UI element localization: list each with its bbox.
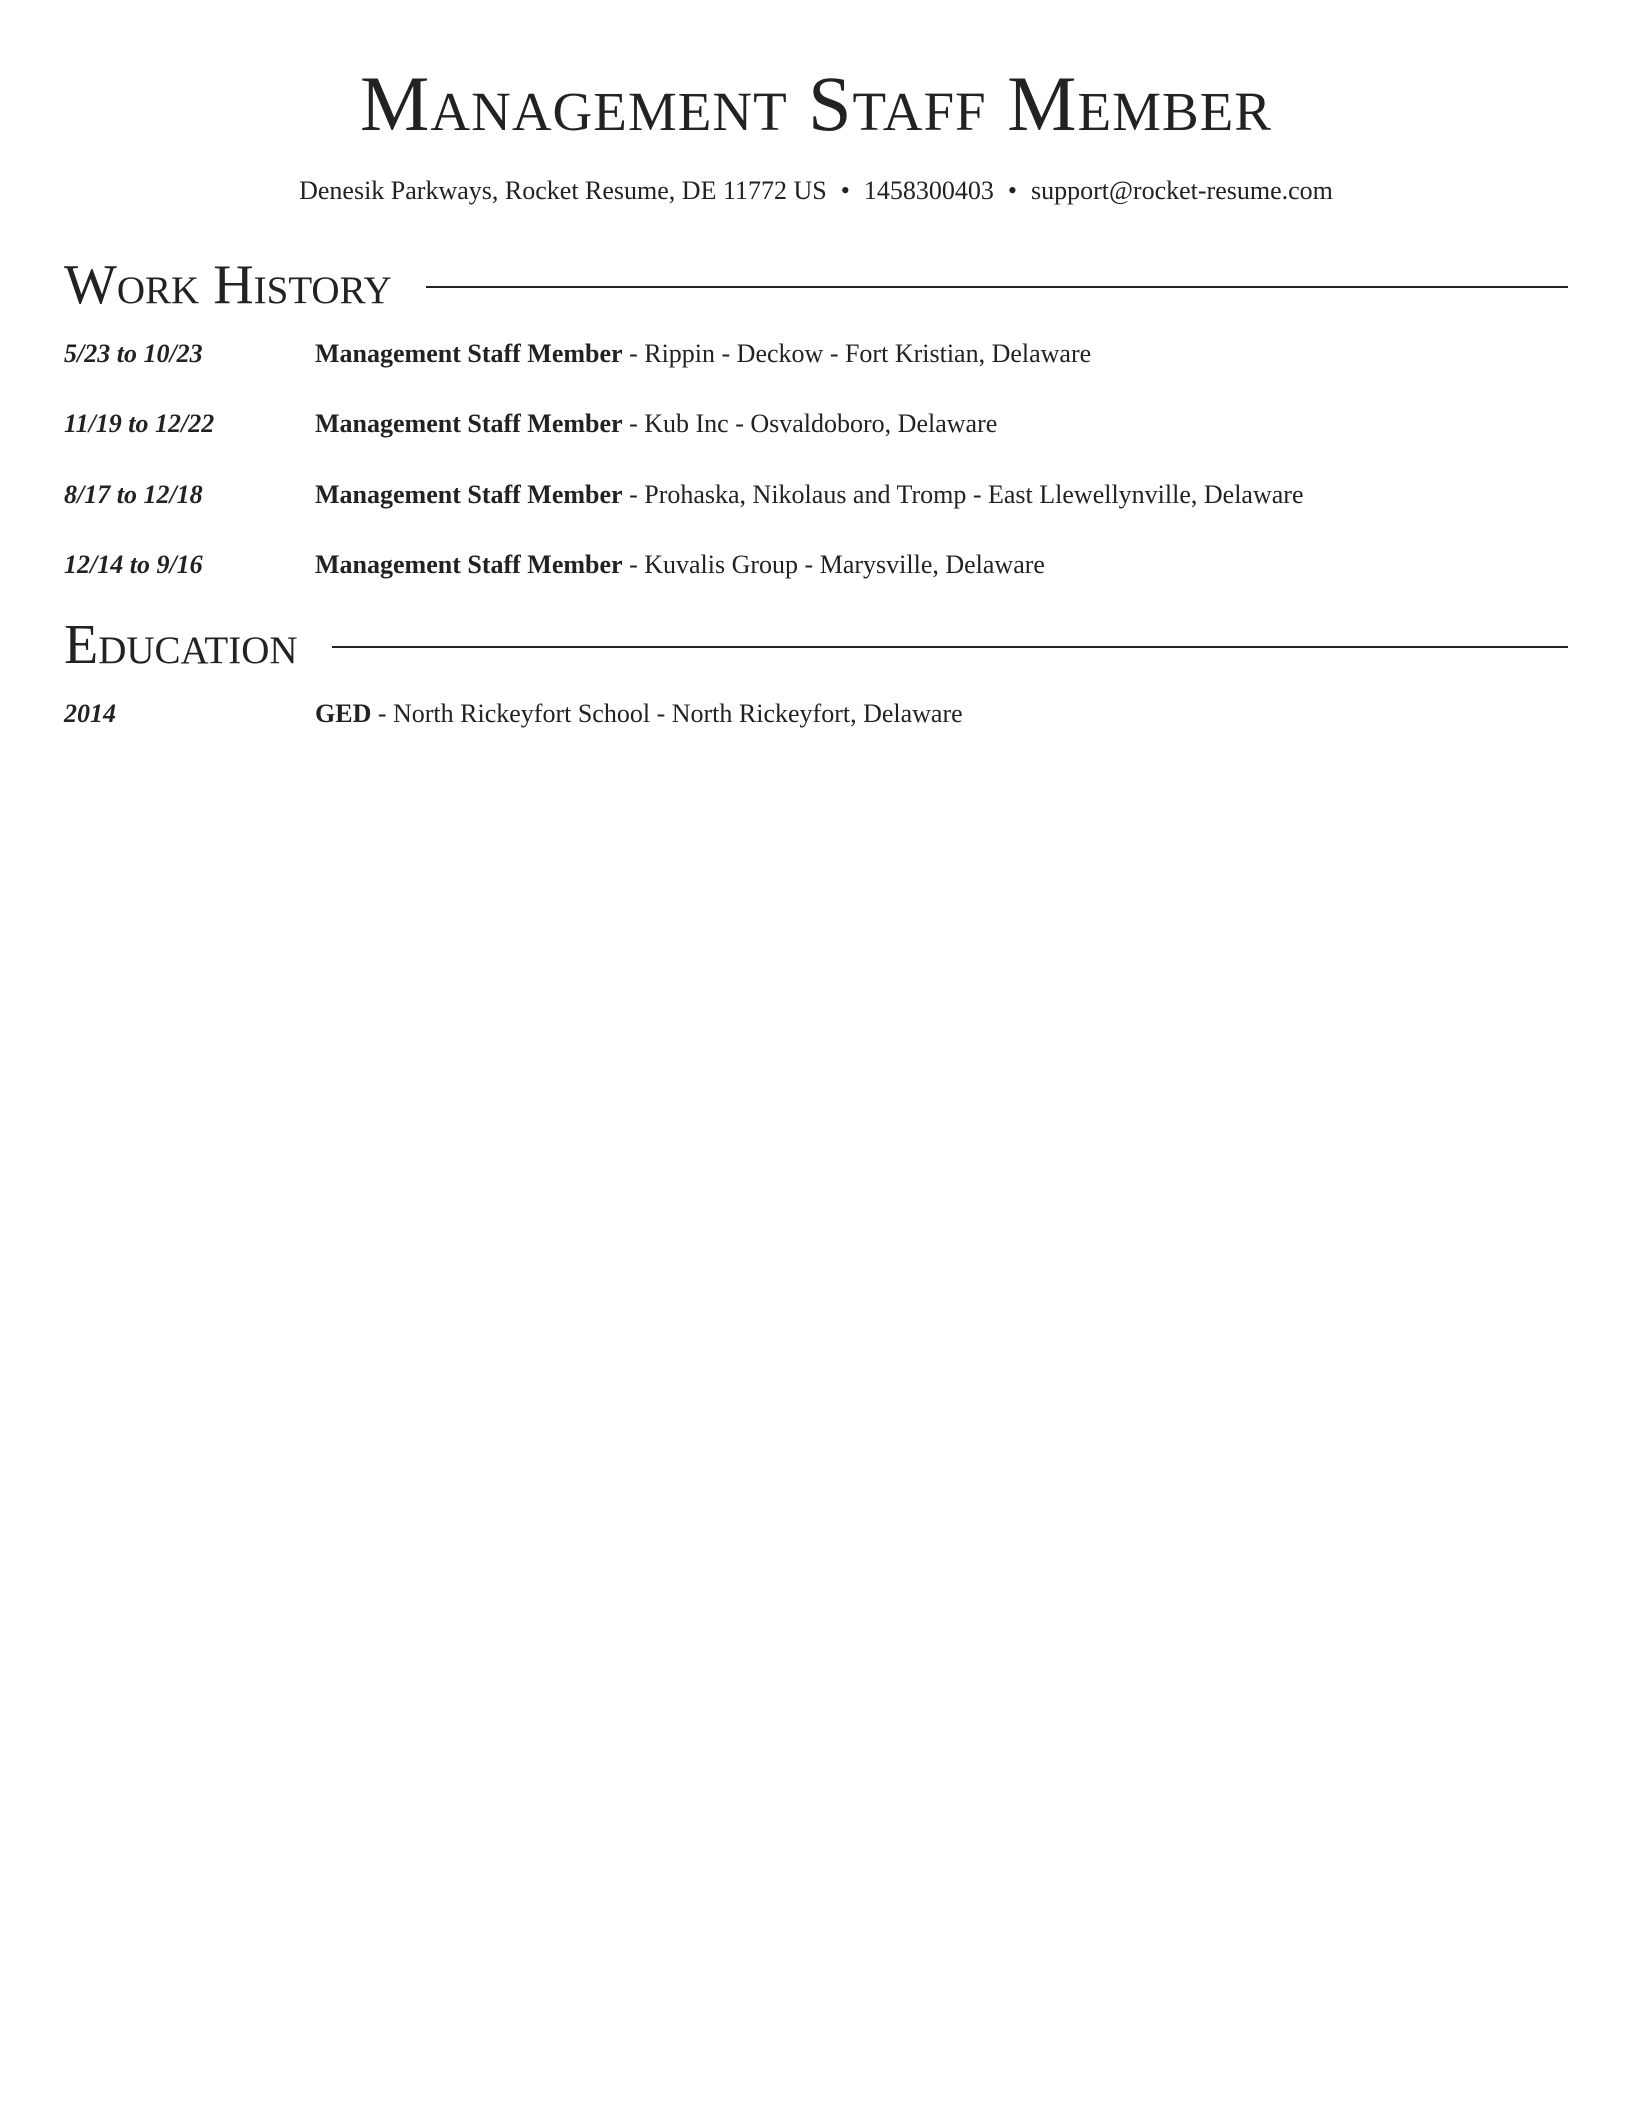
contact-phone: 1458300403 <box>863 176 994 205</box>
work-entry-details: - Prohaska, Nikolaus and Tromp - East Llewellynville, Delaware <box>622 480 1304 509</box>
work-entry-dates: 5/23 to 10/23 <box>64 339 203 368</box>
work-entry-role: Management Staff Member <box>315 409 623 438</box>
work-entry-role: Management Staff Member <box>315 480 623 509</box>
contact-separator: • <box>1007 176 1017 205</box>
education-entry-degree: GED <box>315 699 372 728</box>
work-entry-description <box>315 479 1304 511</box>
contact-line <box>0 175 1632 207</box>
work-entry-role: Management Staff Member <box>315 550 623 579</box>
contact-separator: • <box>840 176 850 205</box>
education-section-header <box>64 610 1568 680</box>
education-entry-description <box>315 698 963 730</box>
work-history-section-header <box>64 250 1568 320</box>
work-entry-details: - Kub Inc - Osvaldoboro, Delaware <box>622 409 998 438</box>
section-divider <box>426 286 1568 288</box>
work-entry-role: Management Staff Member <box>315 339 623 368</box>
work-entry-dates: 11/19 to 12/22 <box>64 409 215 438</box>
work-entry-dates: 12/14 to 9/16 <box>64 550 203 579</box>
work-entry-details: - Kuvalis Group - Marysville, Delaware <box>622 550 1045 579</box>
contact-address: Denesik Parkways, Rocket Resume, DE 11772 US <box>299 176 827 205</box>
work-entry-dates: 8/17 to 12/18 <box>64 480 203 509</box>
education-entry-details: - North Rickeyfort School - North Rickeyfort, Delaware <box>371 699 963 728</box>
education-entry-dates: 2014 <box>64 699 116 728</box>
work-entry-description <box>315 408 997 440</box>
section-divider <box>332 646 1568 648</box>
resume-name-heading: Management Staff Member <box>360 60 1272 147</box>
education-title: Education <box>64 614 298 676</box>
work-entry-description <box>315 338 1091 370</box>
work-entry-details: - Rippin - Deckow - Fort Kristian, Delaware <box>622 339 1092 368</box>
contact-email: support@rocket-resume.com <box>1030 176 1333 205</box>
work-history-title: Work History <box>64 254 392 316</box>
work-entry-description <box>315 549 1045 581</box>
